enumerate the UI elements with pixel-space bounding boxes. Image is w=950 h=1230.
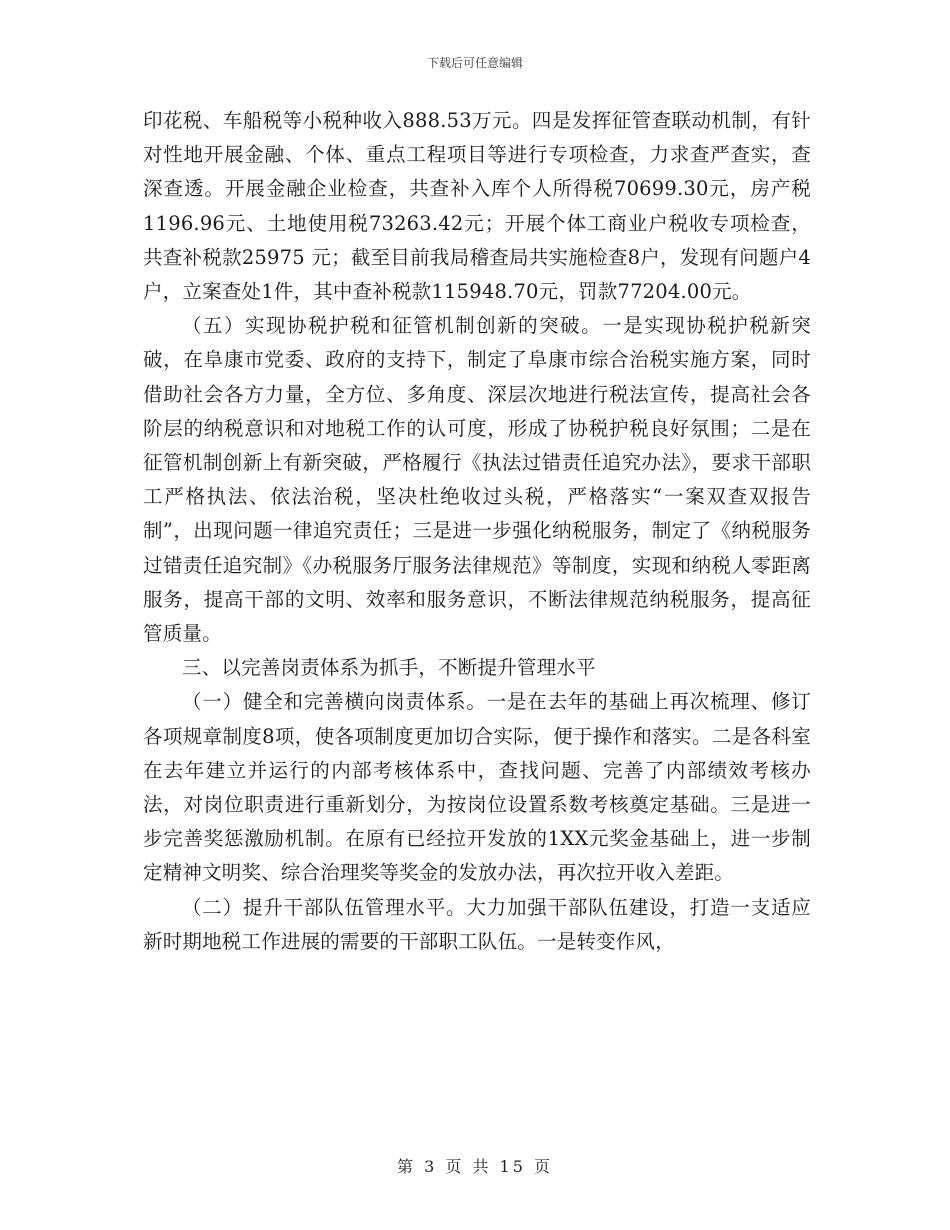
header-note: 下载后可任意编辑	[426, 56, 523, 70]
document-body	[143, 104, 811, 959]
paragraph-tax-revenue: 印花税、车船税等小税种收入888.53万元。四是发挥征管查联动机制，有针对性地开展金融、个体、重点工程项目等进行专项检查，力求查严查实，查深查透。开展金融企业检查，共查补入库个人所得税70699.30元，房产税1196.96元、土地使用税73263.42元；开展个体工商业户税收专项检查，共查补税款25975 元；截至目前我局稽查局共实施检查8户，发现有问题户4户，立案查处1件，其中查补税款115948.70元，罚款77204.00元。	[143, 109, 811, 304]
paragraph-subsection-one: （一）健全和完善横向岗责体系。一是在去年的基础上再次梳理、修订各项规章制度8项，使各项制度更加切合实际，便于操作和落实。二是各科室在去年建立并运行的内部考核体系中，查找问题、完善了内部绩效考核办法，对岗位职责进行重新划分，为按岗位设置系数考核奠定基础。三是进一步完善奖惩激励机制。在原有已经拉开发放的1XX元奖金基础上，进一步制定精神文明奖、综合治理奖等奖金的发放办法，再次拉开收入差距。	[143, 690, 811, 885]
page-number: 第 3 页 共 15 页	[397, 1157, 553, 1176]
section-heading-three: 三、以完善岗责体系为抓手，不断提升管理水平	[182, 656, 596, 680]
paragraph-section-five: （五）实现协税护税和征管机制创新的突破。一是实现协税护税新突破，在阜康市党委、政府的支持下，制定了阜康市综合治税实施方案，同时借助社会各方力量，全方位、多角度、深层次地进行税法宣传，提高社会各阶层的纳税意识和对地税工作的认可度，形成了协税护税良好氛围；二是在征管机制创新上有新突破，严格履行《执法过错责任追究办法》，要求干部职工严格执法、依法治税，坚决杜绝收过头税，严格落实“一案双查双报告制”，出现问题一律追究责任；三是进一步强化纳税服务，制定了《纳税服务过错责任追究制》《办税服务厅服务法律规范》等制度，实现和纳税人零距离服务，提高干部的文明、效率和服务意识，不断法律规范纳税服务，提高征管质量。	[143, 314, 811, 646]
paragraph-subsection-two: （二）提升干部队伍管理水平。大力加强干部队伍建设，打造一支适应新时期地税工作进展的需要的干部职工队伍。一是转变作风，	[143, 895, 811, 953]
